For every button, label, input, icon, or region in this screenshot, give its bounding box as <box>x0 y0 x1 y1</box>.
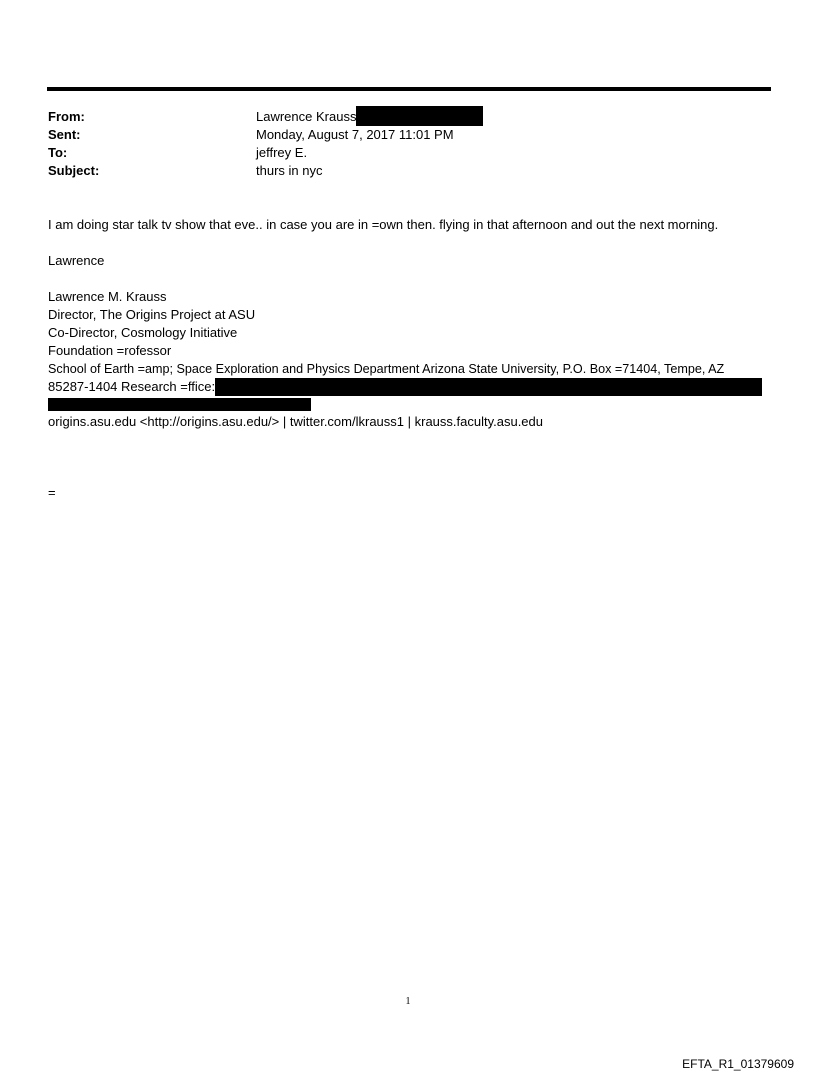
trailer-mark: = <box>48 485 56 500</box>
subject-value: thurs in nyc <box>256 163 323 178</box>
from-value <box>256 108 483 126</box>
sent-label: Sent: <box>48 127 81 142</box>
signature-links: origins.asu.edu <http://origins.asu.edu/> | twitter.com/lkrauss1 | krauss.faculty.asu.edu <box>48 414 543 429</box>
from-label: From: <box>48 109 85 124</box>
redaction-block <box>356 106 483 126</box>
sent-value: Monday, August 7, 2017 11:01 PM <box>256 127 454 142</box>
signature-title-3: Foundation =rofessor <box>48 343 172 358</box>
signoff: Lawrence <box>48 253 105 268</box>
header-rule <box>47 87 771 91</box>
signature-title-1: Director, The Origins Project at ASU <box>48 307 256 322</box>
page-number: 1 <box>405 996 411 1007</box>
document-id: EFTA_R1_01379609 <box>682 1057 794 1071</box>
redaction-block <box>48 398 311 411</box>
from-name: Lawrence Krauss <box>256 109 357 124</box>
to-value: jeffrey E. <box>256 145 308 160</box>
to-label: To: <box>48 145 68 160</box>
address-2-text: 85287-1404 Research =ffice: <box>48 379 216 394</box>
signature-address-2 <box>48 378 762 396</box>
signature-address-1: School of Earth =amp; Space Exploration and Physics Department Arizona State University, P.O. Box =71404, Tempe, AZ <box>48 362 725 376</box>
signature-name: Lawrence M. Krauss <box>48 289 167 304</box>
subject-label: Subject: <box>48 163 100 178</box>
redaction-block <box>215 378 762 396</box>
signature-title-2: Co-Director, Cosmology Initiative <box>48 325 238 340</box>
message-body: I am doing star talk tv show that eve.. in case you are in =own then. flying in that afternoon and out the next morning. <box>48 217 719 232</box>
